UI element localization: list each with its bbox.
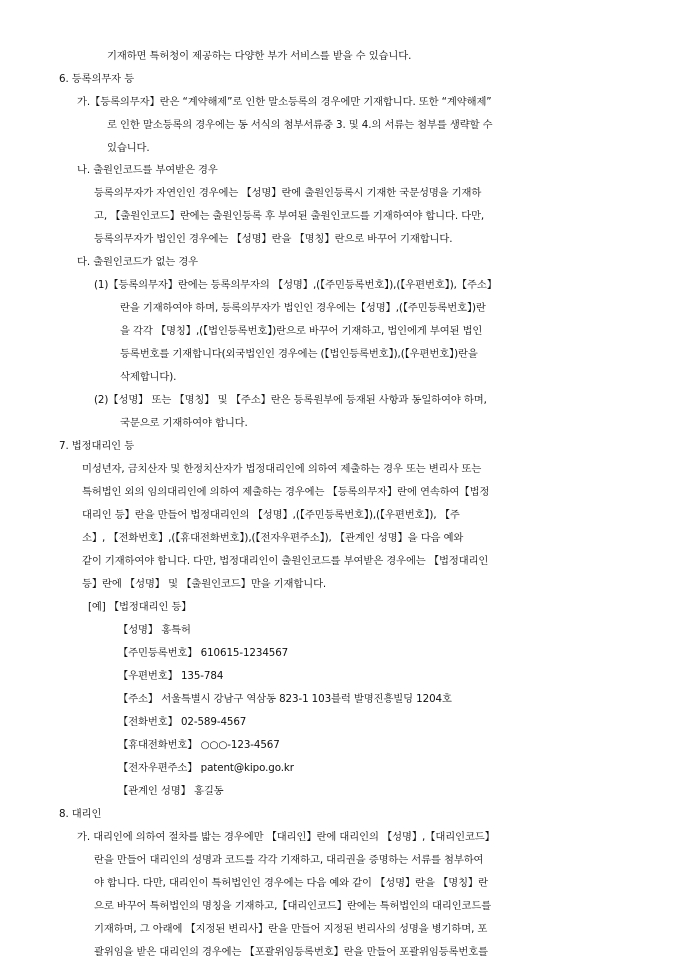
section-6-da-item1-line: 란을 기재하여야 하며, 등록의무자가 법인인 경우에는【성명】,(【주민등록번호】)란 xyxy=(120,302,486,314)
section-6-na-line: 등록의무자가 자연인인 경우에는 【성명】란에 출원인등록시 기재한 국문성명을 기재하 xyxy=(94,187,482,199)
section-6-da-item1-line: (1)【등록의무자】란에는 등록의무자의 【성명】,(【주민등록번호】),(【우편번호】),【주소】 xyxy=(94,279,497,291)
section-6-na-heading: 나. 출원인코드를 부여받은 경우 xyxy=(77,164,218,176)
intro-text: 기재하면 특허청이 제공하는 다양한 부가 서비스를 받을 수 있습니다. xyxy=(107,50,412,62)
section-7-body-line: 미성년자, 금치산자 및 한정치산자가 법정대리인에 의하여 제출하는 경우 또는 변리사 또는 xyxy=(82,463,482,475)
section-7-body-line: 특허법인 외의 임의대리인에 의하여 제출하는 경우에는 【등록의무자】란에 연속하여【법정 xyxy=(82,486,490,498)
example-field: 【우편번호】 135-784 xyxy=(118,670,224,682)
section-7-heading: 7. 법정대리인 등 xyxy=(59,440,135,452)
section-6-da-heading: 다. 출원인코드가 없는 경우 xyxy=(77,256,199,268)
section-8-ga-line: 야 합니다. 다만, 대리인이 특허법인인 경우에는 다음 예와 같이 【성명】란을 【명칭】란 xyxy=(94,877,488,889)
example-field: 【전화번호】 02-589-4567 xyxy=(118,716,247,728)
section-8-ga-line: 란을 만들어 대리인의 성명과 코드를 각각 기재하고, 대리권을 증명하는 서류를 첨부하여 xyxy=(94,854,484,866)
section-6-na-line: 고, 【출원인코드】란에는 출원인등록 후 부여된 출원인코드를 기재하여야 합니다. 다만, xyxy=(94,210,485,222)
example-field: 【주소】 서울특별시 강남구 역삼동 823-1 103블럭 발명진흥빌딩 1204호 xyxy=(118,693,452,705)
section-6-da-item1-line: 을 각각 【명칭】,(【법인등록번호】)란으로 바꾸어 기재하고, 법인에게 부여된 법인 xyxy=(120,325,483,337)
section-8-ga-line: 가. 대리인에 의하여 절차를 밟는 경우에만 【대리인】란에 대리인의 【성명】,【대리인코드】 xyxy=(77,831,495,843)
section-6-da-item1-line: 등록번호를 기재합니다(외국법인인 경우에는 (【법인등록번호】),(【우편번호】)란을 xyxy=(120,348,478,360)
section-6-heading: 6. 등록의무자 등 xyxy=(59,73,135,85)
example-field: 【관계인 성명】 홍길동 xyxy=(118,785,224,797)
section-6-da-item2-line: 국문으로 기재하여야 합니다. xyxy=(120,417,248,429)
section-6-ga-line: 있습니다. xyxy=(107,142,150,154)
section-7-body-line: 등】란에 【성명】 및 【출원인코드】만을 기재합니다. xyxy=(82,578,327,590)
section-8-heading: 8. 대리인 xyxy=(59,808,102,820)
example-label: [예] 【법정대리인 등】 xyxy=(88,601,192,613)
section-7-body-line: 소】, 【전화번호】,(【휴대전화번호】),(【전자우편주소】), 【관계인 성명】을 다음 예와 xyxy=(82,532,464,544)
section-6-da-item1-line: 삭제합니다). xyxy=(120,371,177,383)
example-field: 【주민등록번호】 610615-1234567 xyxy=(118,647,289,659)
section-6-ga-line: 가.【등록의무자】란은 “계약해제”로 인한 말소등록의 경우에만 기재합니다. 또한 “계약해제” xyxy=(77,96,492,108)
section-6-da-item2-line: (2)【성명】 또는 【명칭】 및 【주소】란은 등록원부에 등재된 사항과 동일하여야 하며, xyxy=(94,394,487,406)
section-8-ga-line: 괄위임을 받은 대리인의 경우에는 【포괄위임등록번호】란을 만들어 포괄위임등록번호를 xyxy=(94,946,488,958)
example-field: 【성명】 홍특허 xyxy=(118,624,191,636)
example-field: 【전자우편주소】 patent@kipo.go.kr xyxy=(118,762,294,774)
section-6-ga-line: 로 인한 말소등록의 경우에는 동 서식의 첨부서류중 3. 및 4.의 서류는 첨부를 생략할 수 xyxy=(107,119,493,131)
section-8-ga-line: 기재하며, 그 아래에 【지정된 변리사】란을 만들어 지정된 변리사의 성명을 병기하며, 포 xyxy=(94,923,488,935)
section-7-body-line: 대리인 등】란을 만들어 법정대리인의 【성명】,(【주민등록번호】),(【우편번호】), 【주 xyxy=(82,509,460,521)
section-8-ga-line: 으로 바꾸어 특허법인의 명칭을 기재하고,【대리인코드】란에는 특허법인의 대리인코드를 xyxy=(94,900,492,912)
section-7-body-line: 같이 기재하여야 합니다. 다만, 법정대리인이 출원인코드를 부여받은 경우에는 【법정대리인 xyxy=(82,555,489,567)
example-field: 【휴대전화번호】 ○○○-123-4567 xyxy=(118,739,280,751)
section-6-na-line: 등록의무자가 법인인 경우에는 【성명】란을 【명칭】란으로 바꾸어 기재합니다. xyxy=(94,233,453,245)
